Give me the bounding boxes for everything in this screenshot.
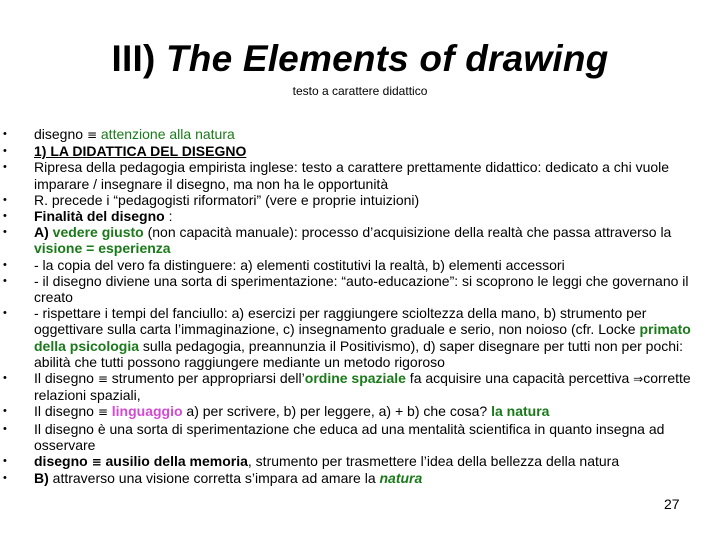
bullet-icon: • (3, 226, 7, 239)
item-highlight: la natura (491, 403, 550, 420)
list-item (0, 453, 720, 470)
list-item (0, 370, 720, 403)
list-item (0, 192, 720, 208)
list-item (0, 273, 720, 305)
slide-subtitle: testo a carattere didattico (292, 84, 428, 98)
item-text: Ripresa della pedagogia empirista inglese: testo a carattere prettamente didattico: dedicato a chi vuole imparare / insegnare il disegno, ma non ha le opportunità (34, 159, 670, 192)
item-label: B) (34, 470, 49, 487)
bullet-icon: • (3, 258, 7, 271)
bullet-icon: • (3, 161, 7, 174)
list-item (0, 421, 720, 453)
title-main: The Elements of drawing (165, 38, 609, 79)
list-item (0, 224, 720, 256)
item-text: disegno (34, 126, 84, 142)
item-highlight: visione = esperienza (34, 240, 171, 257)
bullet-icon: • (3, 193, 7, 206)
item-text: a) per scrivere, b) per leggere, a) + b) che cosa? (182, 403, 492, 420)
item-text: sulla pedagogia, preannunzia il Positivismo), d) saper disegnare per tutti non per pochi: abilità che tutti possono raggiungere mediante un metodo rigoroso (34, 337, 684, 370)
item-text: (non capacità manuale): processo d’acquisizione della realtà che passa attraverso la (143, 224, 672, 241)
item-highlight: attenzione alla natura (100, 126, 235, 142)
bullet-icon: • (3, 472, 7, 485)
list-item (0, 403, 720, 420)
item-text: - il disegno diviene una sorta di sperimentazione: “auto-educazione”: si scoprono le leggi che governano il creato (34, 272, 689, 306)
item-text: Il disegno (34, 370, 98, 387)
item-text: attraverso una visione corretta s’impara ad amare la (48, 470, 380, 487)
list-item (0, 208, 720, 224)
item-text: strumento per appropriarsi dell’ (107, 370, 305, 387)
page-number: 27 (664, 496, 680, 512)
list-item (0, 126, 720, 143)
item-highlight: ordine spaziale (304, 370, 406, 387)
equiv-symbol: ≡ (86, 128, 97, 142)
slide-title (0, 38, 720, 80)
bullet-icon: • (3, 422, 7, 435)
item-highlight: linguaggio (111, 403, 183, 420)
item-highlight: vedere giusto (52, 224, 144, 241)
item-text: : (164, 208, 173, 225)
item-text: R. precede i “pedagogisti riformatori” (vere e proprie intuizioni) (34, 191, 420, 208)
equiv-symbol: ≡ (97, 372, 108, 387)
implies-symbol: ⇒ (633, 372, 644, 387)
bullet-icon: • (3, 145, 7, 158)
item-heading: ausilio della memoria (101, 453, 248, 470)
item-label: A) (34, 224, 53, 241)
item-text: - la copia del vero fa distinguere: a) elementi costitutivi la realtà, b) elementi accessori (34, 256, 565, 273)
bullet-icon: • (3, 128, 7, 140)
list-item (0, 143, 720, 159)
bullet-icon: • (3, 372, 7, 385)
bullet-icon: • (3, 274, 7, 287)
item-highlight: primato della psicologia (34, 321, 691, 354)
item-text: corrette relazioni spaziali, (34, 370, 691, 404)
item-text: fa acquisire una capacità percettiva (405, 370, 634, 387)
equiv-symbol: ≡ (97, 405, 108, 420)
list-item (0, 159, 720, 191)
title-prefix: III) (111, 38, 156, 79)
item-text: , strumento per trasmettere l’idea della bellezza della natura (247, 453, 620, 470)
bullet-list (0, 126, 720, 486)
item-text: Il disegno (34, 403, 98, 420)
item-text: Il disegno è una sorta di sperimentazione che educa ad una mentalità scientifica in quanto insegna ad osservare (34, 420, 665, 453)
item-text: - rispettare i tempi del fanciullo: a) esercizi per raggiungere scioltezza della mano, b) strumento per oggettivare sulla carta l’immaginazione, c) insegnamento graduale e serio, non noioso (cfr. Locke (34, 305, 647, 338)
item-heading: disegno (34, 453, 92, 470)
section-heading: 1) LA DIDATTICA DEL DISEGNO (34, 143, 247, 160)
bullet-icon: • (3, 210, 7, 223)
item-highlight: natura (379, 470, 423, 487)
list-item (0, 257, 720, 273)
bullet-icon: • (3, 307, 7, 320)
item-heading: Finalità del disegno (34, 208, 165, 225)
list-item (0, 470, 720, 486)
bullet-icon: • (3, 405, 7, 418)
bullet-icon: • (3, 455, 7, 468)
list-item (0, 305, 720, 370)
equiv-symbol: ≡ (91, 455, 102, 470)
